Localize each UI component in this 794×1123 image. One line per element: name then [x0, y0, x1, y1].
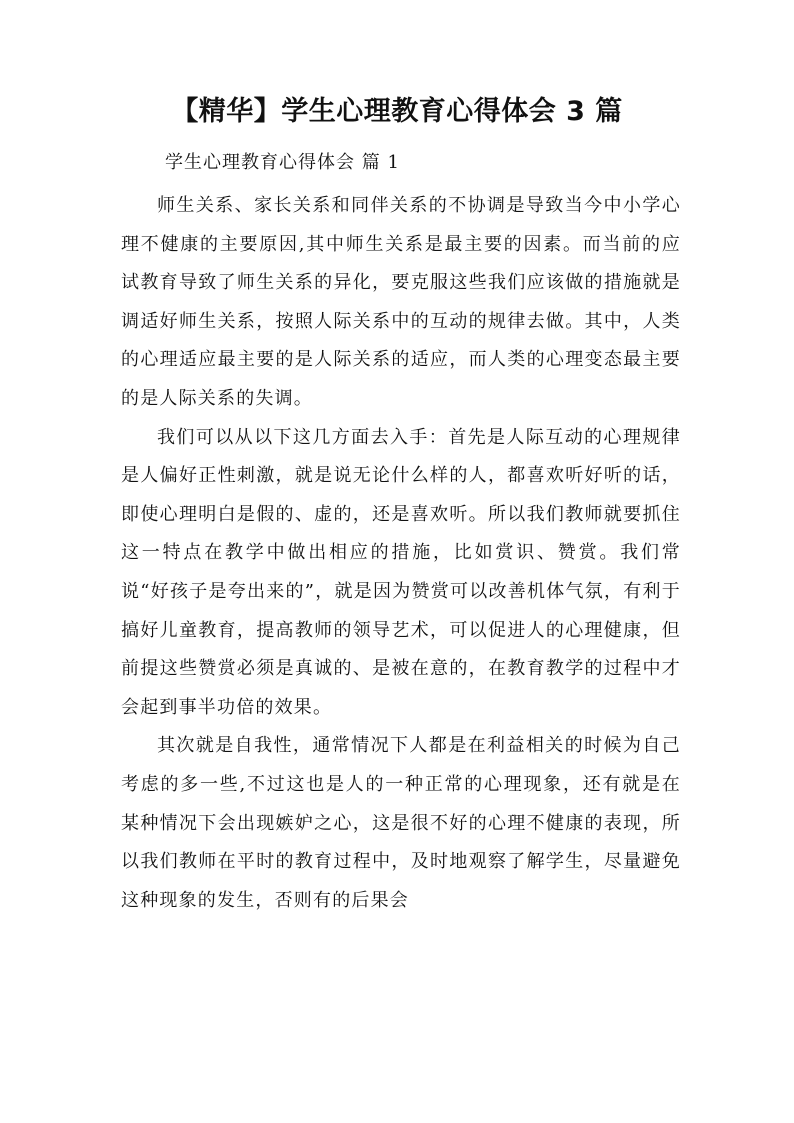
body-paragraph-3: 其次就是自我性，通常情况下人都是在利益相关的时候为自己考虑的多一些,不过这也是人的一种正常的心理现象，还有就是在某种情况下会出现嫉妒之心，这是很不好的心理不健康的表现，所以我们教师在平时的教育过程中，及时地观察了解学生，尽量避免这种现象的发生，否则有的后果会 — [121, 735, 681, 911]
document-title: 【精华】学生心理教育心得体会 3 篇 — [171, 96, 623, 127]
section-heading: 学生心理教育心得体会 篇 1 — [165, 152, 400, 173]
body-paragraph-1: 师生关系、家长关系和同伴关系的不协调是导致当今中小学心理不健康的主要原因,其中师生关系是最主要的因素。而当前的应试教育导致了师生关系的异化，要克服这些我们应该做的措施就是调适好师生关系，按照人际关系中的互动的规律去做。其中，人类的心理适应最主要的是人际关系的适应，而人类的心理变态最主要的是人际关系的失调。 — [121, 195, 681, 409]
body-paragraph-2: 我们可以从以下这几方面去入手：首先是人际互动的心理规律是人偏好正性刺激，就是说无论什么样的人，都喜欢听好听的话，即使心理明白是假的、虚的，还是喜欢听。所以我们教师就要抓住这一特点在教学中做出相应的措施，比如赏识、赞赏。我们常说“好孩子是夸出来的”，就是因为赞赏可以改善机体气氛，有利于搞好儿童教育，提高教师的领导艺术，可以促进人的心理健康，但前提这些赞赏必须是真诚的、是被在意的，在教育教学的过程中才会起到事半功倍的效果。 — [121, 426, 681, 718]
document-body — [121, 187, 681, 920]
